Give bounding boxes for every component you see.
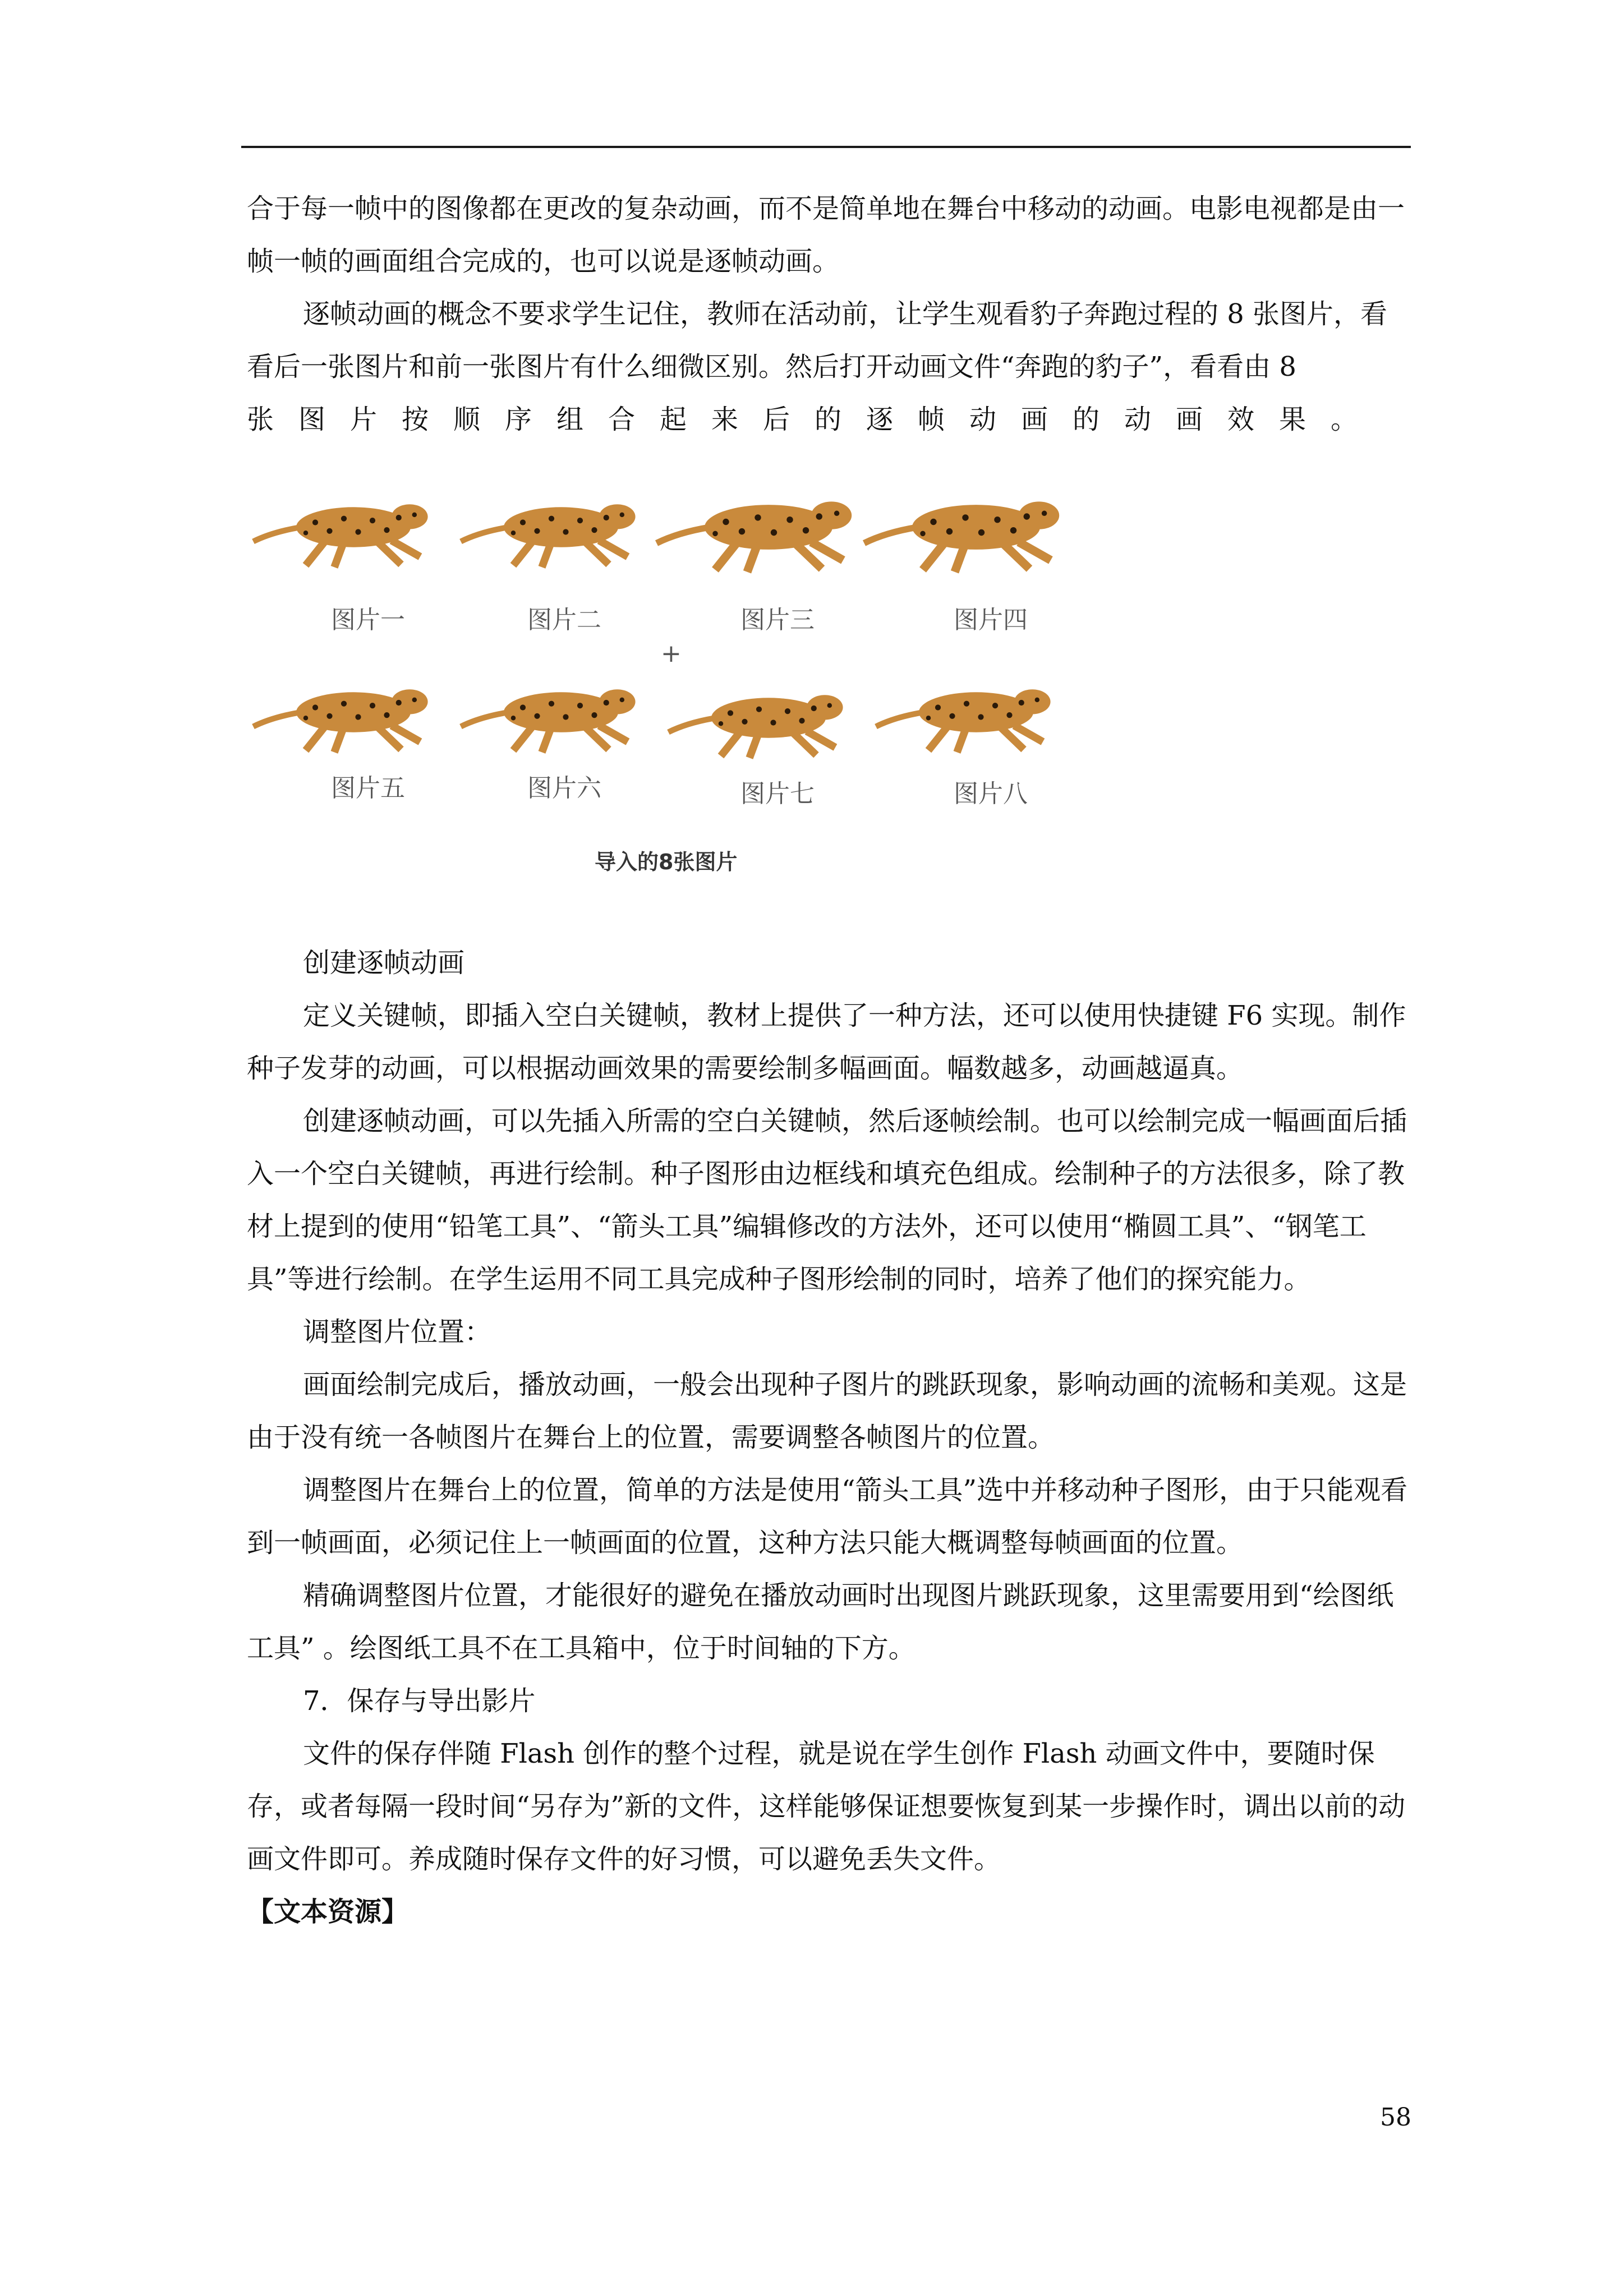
heading-adjust-position: 调整图片位置：: [303, 1316, 492, 1348]
frame-label-2: 图片二: [527, 606, 601, 634]
cheetah-frame-6: [461, 689, 636, 752]
frame-label-4: 图片四: [954, 606, 1028, 634]
frame-label-5: 图片五: [331, 774, 405, 803]
paragraph-frame-by-frame-definition: 合于每一帧中的图像都在更改的复杂动画，而不是简单地在舞台中移动的动画。电影电视都是由一帧一帧的画面组合完成的，也可以说是逐帧动画。: [247, 193, 1405, 277]
paragraph-cheetah-intro: 逐帧动画的概念不要求学生记住，教师在活动前，让学生观看豹子奔跑过程的 8 张图片，看看后一张图片和前一张图片有什么细微区别。然后打开动画文件“奔跑的豹子”，看看由 8: [247, 298, 1388, 382]
paragraph-draw-frames: 创建逐帧动画，可以先插入所需的空白关键帧，然后逐帧绘制。也可以绘制完成一幅画面后插入一个空白关键帧，再进行绘制。种子图形由边框线和填充色组成。绘制种子的方法很多，除了教材上提到的使用“铅笔工具”、“箭头工具”编辑修改的方法外，还可以使用“椭圆工具”、“钢笔工具”等进行绘制。在学生运用不同工具完成种子图形绘制的同时，培养了他们的探究能力。: [247, 1105, 1407, 1295]
cheetah-frame-7: [669, 695, 843, 758]
top-text: [247, 182, 1411, 446]
body-text: [247, 937, 1411, 1938]
cheetah-frames-figure: [247, 471, 1139, 886]
plus-sign: +: [661, 639, 682, 668]
paragraph-arrow-tool: 调整图片在舞台上的位置，简单的方法是使用“箭头工具”选中并移动种子图形，由于只能观看到一帧画面，必须记住上一帧画面的位置，这种方法只能大概调整每帧画面的位置。: [247, 1474, 1408, 1559]
paragraph-cheetah-effect: 张图片按顺序组合起来后的逐帧动画的动画效果。: [247, 404, 1383, 435]
frame-label-3: 图片三: [740, 606, 815, 634]
frame-label-8: 图片八: [954, 780, 1028, 808]
cheetah-frame-3: [657, 501, 852, 571]
paragraph-onion-skin: 精确调整图片位置，才能很好的避免在播放动画时出现图片跳跃现象，这里需要用到“绘图纸工具” 。绘图纸工具不在工具箱中，位于时间轴的下方。: [247, 1580, 1394, 1664]
frame-label-6: 图片六: [527, 774, 601, 803]
cheetah-frame-1: [254, 504, 428, 567]
section-text-resources: 【文本资源】: [247, 1896, 409, 1928]
heading-save-export: 7．保存与导出影片: [303, 1685, 536, 1717]
cheetah-frame-8: [876, 689, 1051, 752]
paragraph-jump-issue: 画面绘制完成后，播放动画，一般会出现种子图片的跳跃现象，影响动画的流畅和美观。这是由于没有统一各帧图片在舞台上的位置，需要调整各帧图片的位置。: [247, 1369, 1407, 1453]
header-rule: [241, 146, 1411, 148]
paragraph-save-habits: 文件的保存伴随 Flash 创作的整个过程，就是说在学生创作 Flash 动画文件中，要随时保存，或者每隔一段时间“另存为”新的文件，这样能够保证想要恢复到某一步操作时，调出以前的动画文件即可。养成随时保存文件的好习惯，可以避免丢失文件。: [247, 1738, 1406, 1875]
frame-label-1: 图片一: [331, 606, 405, 634]
cheetah-frame-4: [864, 501, 1060, 571]
frame-label-7: 图片七: [740, 780, 815, 808]
cheetah-frame-2: [461, 504, 636, 567]
cheetah-frame-5: [254, 689, 428, 752]
paragraph-keyframe: 定义关键帧，即插入空白关键帧，教材上提供了一种方法，还可以使用快捷键 F6 实现。制作种子发芽的动画，可以根据动画效果的需要绘制多幅画面。幅数越多，动画越逼真。: [247, 1000, 1406, 1084]
figure-caption: 导入的8张图片: [595, 850, 738, 874]
page-number: 58: [1380, 2103, 1411, 2132]
heading-create-animation: 创建逐帧动画: [303, 947, 465, 979]
